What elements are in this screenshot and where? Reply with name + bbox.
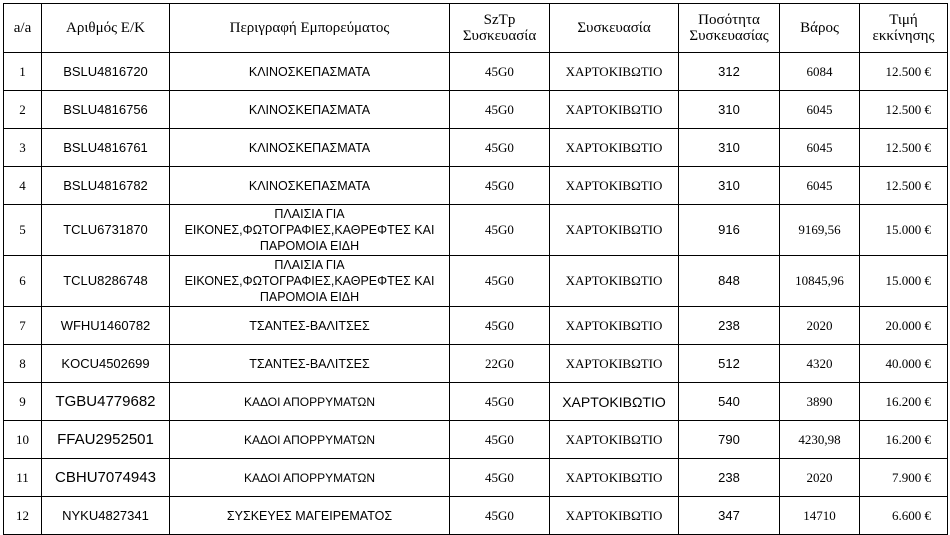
cell-aa: 9 (4, 383, 42, 421)
cell-container-number: WFHU1460782 (42, 307, 170, 345)
cell-weight: 6084 (780, 53, 860, 91)
cell-starting-price: 40.000 € (860, 345, 948, 383)
cell-aa: 11 (4, 459, 42, 497)
cell-container-number: BSLU4816756 (42, 91, 170, 129)
cell-sztp: 45G0 (450, 383, 550, 421)
header-weight: Βάρος (780, 4, 860, 53)
auction-items-table (3, 3, 948, 535)
cell-packaging: ΧΑΡΤΟΚΙΒΩΤΙΟ (550, 307, 679, 345)
header-container-number: Αριθμός Ε/Κ (42, 4, 170, 53)
table-row (4, 497, 948, 535)
cell-packaging: ΧΑΡΤΟΚΙΒΩΤΙΟ (550, 497, 679, 535)
table-row (4, 91, 948, 129)
cell-aa: 1 (4, 53, 42, 91)
cell-description: ΠΛΑΙΣΙΑ ΓΙΑ ΕΙΚΟΝΕΣ,ΦΩΤΟΓΡΑΦΙΕΣ,ΚΑΘΡΕΦΤΕΣ ΚΑΙ ΠΑΡΟΜΟΙΑ ΕΙΔΗ (170, 256, 450, 307)
cell-starting-price: 12.500 € (860, 53, 948, 91)
cell-starting-price: 12.500 € (860, 167, 948, 205)
cell-packaging: ΧΑΡΤΟΚΙΒΩΤΙΟ (550, 459, 679, 497)
header-starting-price: Τιμή εκκίνησης (860, 4, 948, 53)
table-row (4, 205, 948, 256)
header-row (4, 4, 948, 53)
cell-quantity: 312 (679, 53, 780, 91)
cell-starting-price: 20.000 € (860, 307, 948, 345)
cell-quantity: 310 (679, 91, 780, 129)
cell-starting-price: 15.000 € (860, 256, 948, 307)
cell-container-number: BSLU4816782 (42, 167, 170, 205)
cell-weight: 3890 (780, 383, 860, 421)
cell-sztp: 45G0 (450, 459, 550, 497)
cell-starting-price: 7.900 € (860, 459, 948, 497)
cell-aa: 7 (4, 307, 42, 345)
cell-starting-price: 16.200 € (860, 383, 948, 421)
cell-container-number: NYKU4827341 (42, 497, 170, 535)
cell-aa: 10 (4, 421, 42, 459)
cell-weight: 9169,56 (780, 205, 860, 256)
cell-starting-price: 15.000 € (860, 205, 948, 256)
cell-sztp: 45G0 (450, 91, 550, 129)
cell-packaging: ΧΑΡΤΟΚΙΒΩΤΙΟ (550, 421, 679, 459)
cell-quantity: 347 (679, 497, 780, 535)
cell-packaging: ΧΑΡΤΟΚΙΒΩΤΙΟ (550, 167, 679, 205)
cell-weight: 4320 (780, 345, 860, 383)
cell-description: ΚΑΔΟΙ ΑΠΟΡΡΥΜΑΤΩΝ (170, 459, 450, 497)
cell-aa: 4 (4, 167, 42, 205)
cell-quantity: 916 (679, 205, 780, 256)
cell-description: ΣΥΣΚΕΥΕΣ ΜΑΓΕΙΡΕΜΑΤΟΣ (170, 497, 450, 535)
cell-quantity: 310 (679, 129, 780, 167)
cell-description: ΚΑΔΟΙ ΑΠΟΡΡΥΜΑΤΩΝ (170, 383, 450, 421)
cell-sztp: 45G0 (450, 497, 550, 535)
table-row (4, 53, 948, 91)
cell-packaging: ΧΑΡΤΟΚΙΒΩΤΙΟ (550, 256, 679, 307)
cell-quantity: 310 (679, 167, 780, 205)
table-row (4, 129, 948, 167)
cell-sztp: 45G0 (450, 53, 550, 91)
cell-starting-price: 12.500 € (860, 91, 948, 129)
cell-aa: 3 (4, 129, 42, 167)
cell-container-number: TCLU8286748 (42, 256, 170, 307)
cell-container-number: BSLU4816720 (42, 53, 170, 91)
cell-weight: 4230,98 (780, 421, 860, 459)
header-sztp: SzTp Συσκευασία (450, 4, 550, 53)
cell-weight: 6045 (780, 129, 860, 167)
cell-description: ΚΛΙΝΟΣΚΕΠΑΣΜΑΤΑ (170, 167, 450, 205)
cell-sztp: 45G0 (450, 307, 550, 345)
cell-sztp: 45G0 (450, 256, 550, 307)
cell-quantity: 790 (679, 421, 780, 459)
cell-container-number: BSLU4816761 (42, 129, 170, 167)
cell-container-number: FFAU2952501 (42, 421, 170, 459)
cell-weight: 2020 (780, 307, 860, 345)
cell-weight: 6045 (780, 167, 860, 205)
cell-starting-price: 12.500 € (860, 129, 948, 167)
cell-quantity: 512 (679, 345, 780, 383)
cell-sztp: 45G0 (450, 129, 550, 167)
cell-description: ΚΛΙΝΟΣΚΕΠΑΣΜΑΤΑ (170, 91, 450, 129)
cell-packaging: ΧΑΡΤΟΚΙΒΩΤΙΟ (550, 129, 679, 167)
cell-sztp: 45G0 (450, 205, 550, 256)
cell-aa: 5 (4, 205, 42, 256)
cell-quantity: 238 (679, 307, 780, 345)
cell-container-number: TGBU4779682 (42, 383, 170, 421)
cell-quantity: 238 (679, 459, 780, 497)
cell-quantity: 848 (679, 256, 780, 307)
cell-aa: 2 (4, 91, 42, 129)
header-aa: a/a (4, 4, 42, 53)
cell-container-number: TCLU6731870 (42, 205, 170, 256)
table-row (4, 167, 948, 205)
cell-packaging: ΧΑΡΤΟΚΙΒΩΤΙΟ (550, 383, 679, 421)
header-quantity: Ποσότητα Συσκευασίας (679, 4, 780, 53)
table-row (4, 256, 948, 307)
cell-packaging: ΧΑΡΤΟΚΙΒΩΤΙΟ (550, 345, 679, 383)
cell-weight: 10845,96 (780, 256, 860, 307)
cell-container-number: CBHU7074943 (42, 459, 170, 497)
table-row (4, 345, 948, 383)
cell-sztp: 22G0 (450, 345, 550, 383)
cell-quantity: 540 (679, 383, 780, 421)
cell-description: ΤΣΑΝΤΕΣ-ΒΑΛΙΤΣΕΣ (170, 307, 450, 345)
cell-description: ΚΛΙΝΟΣΚΕΠΑΣΜΑΤΑ (170, 53, 450, 91)
table-row (4, 383, 948, 421)
cell-weight: 14710 (780, 497, 860, 535)
header-description: Περιγραφή Εμπορεύματος (170, 4, 450, 53)
cell-packaging: ΧΑΡΤΟΚΙΒΩΤΙΟ (550, 205, 679, 256)
cell-aa: 8 (4, 345, 42, 383)
cell-sztp: 45G0 (450, 167, 550, 205)
cell-weight: 2020 (780, 459, 860, 497)
cell-starting-price: 6.600 € (860, 497, 948, 535)
cell-packaging: ΧΑΡΤΟΚΙΒΩΤΙΟ (550, 91, 679, 129)
cell-description: ΚΛΙΝΟΣΚΕΠΑΣΜΑΤΑ (170, 129, 450, 167)
cell-container-number: KOCU4502699 (42, 345, 170, 383)
cell-sztp: 45G0 (450, 421, 550, 459)
cell-description: ΤΣΑΝΤΕΣ-ΒΑΛΙΤΣΕΣ (170, 345, 450, 383)
table-row (4, 421, 948, 459)
cell-starting-price: 16.200 € (860, 421, 948, 459)
header-packaging: Συσκευασία (550, 4, 679, 53)
cell-weight: 6045 (780, 91, 860, 129)
table-row (4, 459, 948, 497)
cell-aa: 6 (4, 256, 42, 307)
cell-aa: 12 (4, 497, 42, 535)
table-row (4, 307, 948, 345)
cell-description: ΚΑΔΟΙ ΑΠΟΡΡΥΜΑΤΩΝ (170, 421, 450, 459)
cell-description: ΠΛΑΙΣΙΑ ΓΙΑ ΕΙΚΟΝΕΣ,ΦΩΤΟΓΡΑΦΙΕΣ,ΚΑΘΡΕΦΤΕΣ ΚΑΙ ΠΑΡΟΜΟΙΑ ΕΙΔΗ (170, 205, 450, 256)
cell-packaging: ΧΑΡΤΟΚΙΒΩΤΙΟ (550, 53, 679, 91)
